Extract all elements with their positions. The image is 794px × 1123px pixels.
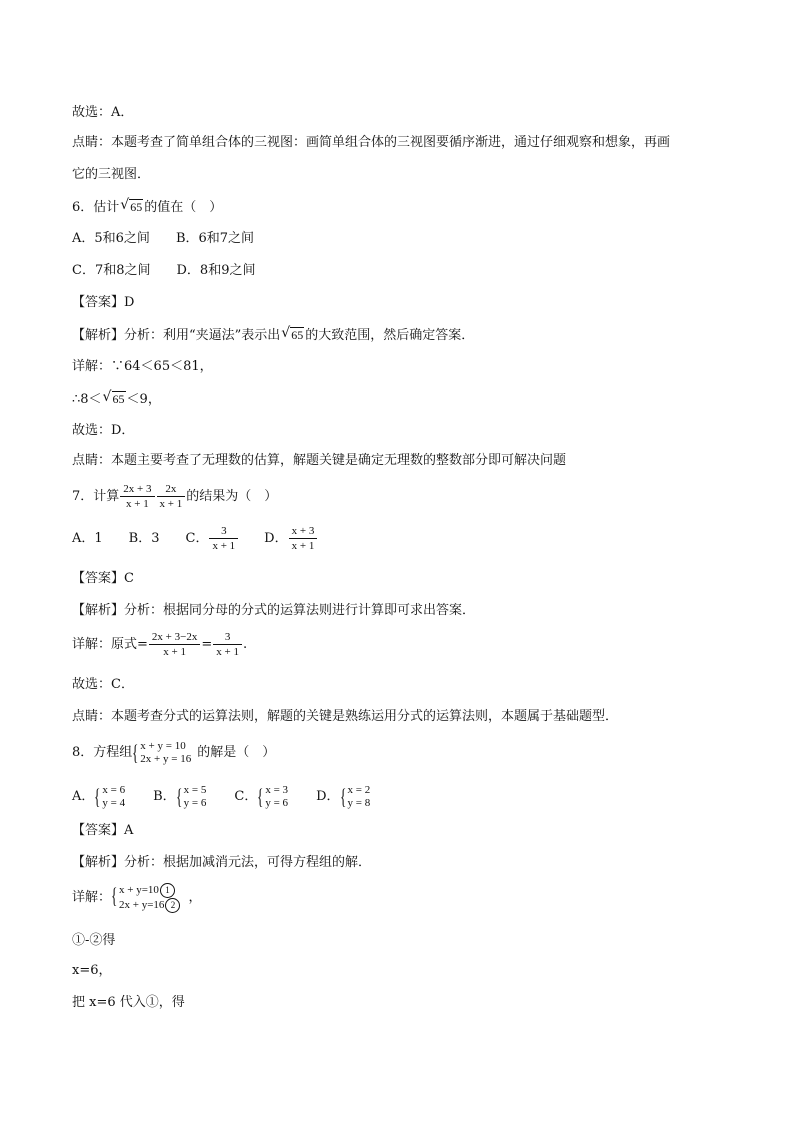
q6-note: 点睛：本题主要考查了无理数的估算，解题关键是确定无理数的整数部分即可解决问题	[72, 453, 567, 468]
q6-prefix: 6．估计	[72, 200, 120, 215]
q6-suffix: 的值在（ ）	[144, 200, 223, 215]
q7-f2-denominator: x + 1	[159, 498, 183, 510]
q7-detail-equals: =	[201, 637, 213, 652]
question-6	[72, 198, 222, 217]
q7-detail-f2-numerator: 3	[213, 630, 242, 645]
q6-option-b: B．6和7之间	[175, 231, 255, 246]
q7-option-c-label: C．	[185, 531, 209, 546]
q7-detail-f2-denominator: x + 1	[216, 646, 239, 658]
q6-option-c: C．7和8之间	[72, 263, 151, 278]
q6-options-row2	[72, 262, 281, 280]
q8-option-c-system: { x = 3 y = 6	[257, 783, 289, 809]
q8-b-eq1: x = 5	[183, 783, 207, 796]
q7-option-a: A．1	[72, 531, 103, 546]
question-7	[72, 480, 277, 514]
q8-detail	[72, 882, 201, 914]
q7-option-c-fraction	[209, 524, 238, 553]
q6-analysis	[72, 326, 474, 345]
q6-analysis-sqrt: √ 65	[281, 325, 304, 342]
q8-equation-2: 2x + y = 16	[140, 752, 192, 765]
q8-detail-eq2-marker: 2	[165, 898, 180, 913]
q8-a-eq2: y = 4	[102, 796, 126, 809]
q6-detail-2-radicand: 65	[112, 392, 125, 406]
q7-detail-f1-numerator: 2x + 3−2x	[149, 630, 200, 645]
q7-note: 点睛：本题考查分式的运算法则，解题的关键是熟练运用分式的运算法则，本题属于基础题型．	[72, 709, 619, 724]
q7-options	[72, 522, 318, 556]
q8-system: { x + y = 10 2x + y = 16	[132, 739, 192, 765]
q8-a-eq1: x = 6	[102, 783, 126, 796]
q7-suffix: 的结果为（ ）	[186, 489, 278, 504]
q6-option-d: D．8和9之间	[176, 263, 256, 278]
q6-analysis-pre: 【解析】分析：利用“夹逼法”表示出	[72, 328, 281, 343]
q8-option-b-system: { x = 5 y = 6	[175, 783, 207, 809]
q7-fraction-1	[120, 482, 154, 511]
q8-detail-eq2: 2x + y=16	[119, 898, 165, 911]
q8-detail-eq1: x + y=10	[119, 883, 159, 896]
q7-detail	[72, 628, 247, 662]
q7-detail-pre: 详解：原式=	[72, 637, 148, 652]
q7-detail-f1-denominator: x + 1	[163, 646, 186, 658]
line-note-q5: 点睛：本题考查了简单组合体的三视图：画简单组合体的三视图要循序渐进，通过仔细观察和想象，再画	[72, 135, 671, 150]
q8-answer: 【答案】A	[72, 823, 134, 838]
q8-c-eq1: x = 3	[265, 783, 289, 796]
q8-suffix: 的解是（ ）	[197, 745, 276, 760]
q7-f1-denominator: x + 1	[126, 498, 149, 510]
q8-step-1: ①-②得	[72, 933, 116, 948]
q7-detail-fraction-1	[149, 630, 200, 659]
q7-d-numerator: x + 3	[289, 524, 318, 539]
q8-c-eq2: y = 6	[265, 796, 289, 809]
q8-option-d-label: D．	[316, 789, 340, 804]
q8-detail-system: { x + y=10 1 2x + y=16 2	[111, 883, 180, 913]
q8-option-c-label: C．	[234, 789, 258, 804]
q7-option-d-label: D．	[264, 531, 288, 546]
q8-option-a-label: A．	[72, 789, 95, 804]
q8-detail-post: ，	[188, 890, 202, 905]
q8-detail-eq1-marker: 1	[160, 883, 175, 898]
q7-c-denominator: x + 1	[212, 540, 236, 552]
line-conclusion-a: 故选：A．	[72, 105, 134, 120]
q6-detail-1: 详解：∵64＜65＜81，	[72, 359, 213, 374]
q7-f2-numerator: 2x	[157, 482, 186, 497]
q6-answer: 【答案】D	[72, 295, 135, 310]
q6-detail-2-post: ＜9，	[126, 392, 161, 407]
q6-selection: 故选：D．	[72, 423, 135, 438]
q8-prefix: 8．方程组	[72, 745, 133, 760]
q6-detail-2-pre: ∴8＜	[72, 392, 102, 407]
q8-d-eq1: x = 2	[347, 783, 371, 796]
q7-detail-end: .	[242, 637, 248, 652]
q7-analysis: 【解析】分析：根据同分母的分式的运算法则进行计算即可求出答案．	[72, 603, 476, 618]
q8-detail-pre: 详解：	[72, 890, 112, 905]
q7-detail-fraction-2	[213, 630, 242, 659]
q6-sqrt: √ 65	[120, 197, 143, 214]
q7-answer: 【答案】C	[72, 571, 134, 586]
q6-option-a: A．5和6之间	[72, 231, 150, 246]
q6-detail-2-sqrt: √ 65	[102, 389, 125, 406]
q6-radicand: 65	[130, 200, 143, 214]
line-note-q5-cont: 它的三视图．	[72, 167, 151, 182]
q8-step-2: x=6，	[72, 963, 112, 978]
q7-option-d-fraction	[289, 524, 318, 553]
q7-prefix: 7．计算	[72, 489, 120, 504]
q7-f1-numerator: 2x + 3	[120, 482, 154, 497]
q7-option-b: B．3	[128, 531, 160, 546]
q6-analysis-post: 的大致范围，然后确定答案．	[305, 328, 475, 343]
q8-b-eq2: y = 6	[183, 796, 207, 809]
q6-detail-2	[72, 390, 161, 409]
q8-option-a-system: { x = 6 y = 4	[94, 783, 126, 809]
q8-d-eq2: y = 8	[347, 796, 371, 809]
q8-option-d-system: { x = 2 y = 8	[339, 783, 371, 809]
q8-equation-1: x + y = 10	[140, 739, 186, 752]
q6-analysis-radicand: 65	[291, 328, 304, 342]
q8-analysis: 【解析】分析：根据加减消元法，可得方程组的解．	[72, 855, 372, 870]
q7-c-numerator: 3	[209, 524, 238, 539]
q6-options-row1	[72, 230, 280, 248]
q8-options	[72, 782, 370, 812]
q7-d-denominator: x + 1	[291, 540, 315, 552]
q8-option-b-label: B．	[153, 789, 176, 804]
q7-selection: 故选：C．	[72, 677, 134, 692]
question-8	[72, 738, 275, 768]
q8-step-3: 把 x=6 代入①，得	[72, 995, 185, 1010]
q7-fraction-2	[157, 482, 186, 511]
